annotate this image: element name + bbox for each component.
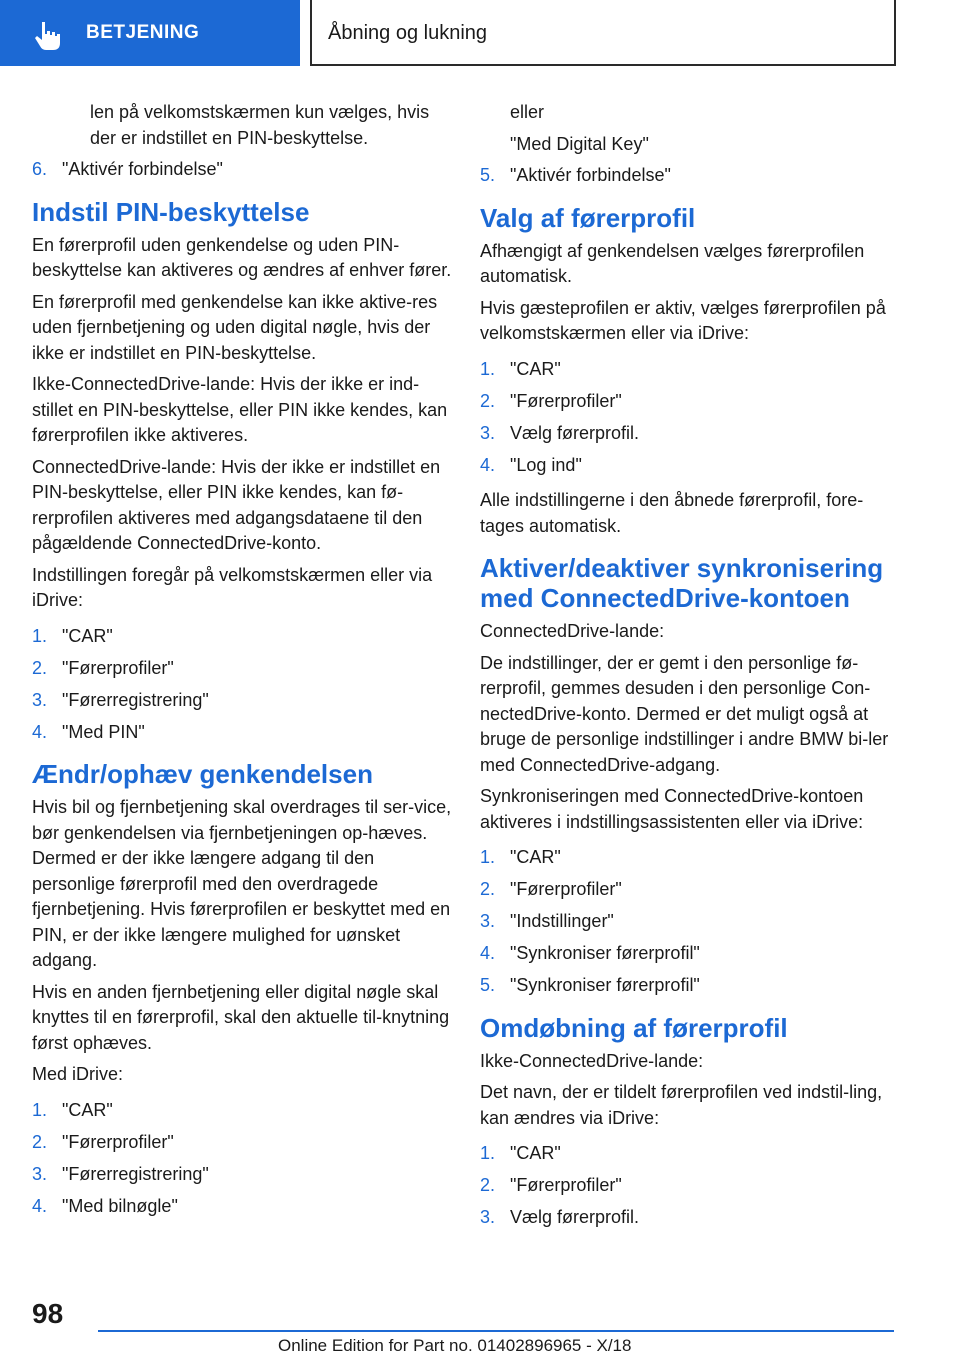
step-text: "CAR": [510, 847, 561, 867]
step-text: "Førerprofiler": [62, 1131, 174, 1152]
step-text: "Førerprofiler": [510, 390, 622, 411]
paragraph: En førerprofil uden genkendelse og uden PIN-beskyttelse kan aktiveres og ændres af enhver fører.: [32, 234, 452, 280]
step-number: 2.: [480, 390, 496, 411]
step-list-select: [480, 357, 900, 479]
list-item: [480, 909, 900, 935]
step-text: "Med bilnøgle": [62, 1195, 178, 1216]
list-item: [480, 973, 900, 999]
step-number: 3.: [480, 911, 496, 931]
step-text: "Førerprofiler": [62, 657, 174, 678]
step-number: 4.: [32, 721, 48, 742]
continuation-line: eller: [510, 102, 545, 122]
continuation-line: "Med Digital Key": [510, 133, 649, 154]
list-item: [480, 941, 900, 967]
touch-hand-icon: [30, 20, 64, 52]
step-list-intro: [32, 157, 452, 183]
step-list-rename: [480, 1141, 900, 1231]
step-text: Vælg førerprofil.: [510, 1207, 640, 1227]
section-tab: [0, 0, 300, 66]
step-text: Vælg førerprofil.: [510, 422, 640, 443]
paragraph: ConnectedDrive-lande:: [480, 621, 665, 641]
heading-rename: Omdøbning af førerprofil: [480, 1012, 788, 1043]
step-number: 2.: [32, 1131, 48, 1152]
step-number: 4.: [480, 943, 496, 963]
list-item: [32, 1162, 452, 1188]
list-item: [480, 453, 900, 479]
page-number: 98: [32, 1298, 64, 1329]
list-item: [480, 163, 900, 189]
intro-continuation: len på velkomstskærmen kun vælges, hvis der er indstillet en PIN-beskyttelse.: [90, 102, 430, 148]
list-item: [32, 1130, 452, 1156]
step-number: 2.: [480, 879, 496, 899]
footer-divider: [98, 1330, 894, 1332]
step-text: "Aktivér forbindelse": [62, 159, 223, 179]
step-text: "Synkroniser førerprofil": [510, 975, 700, 995]
step-list-continued: [480, 163, 900, 189]
paragraph: Hvis bil og fjernbetjening skal overdrages til ser-vice, bør genkendelsen via fjernbetjeningen op-hæves. Dermed er der ikke længere adgang til den personlige førerprofil med den overdragede fjernbetjening. Hvis førerprofilen er beskyttet med en PIN, er der ikke længere mulighed for uønsket adgang.: [32, 797, 452, 970]
paragraph: En førerprofil med genkendelse kan ikke aktive-res uden fjernbetjening og uden digital nøgle, hvis der ikke er indstillet en PIN-beskyttelse.: [32, 291, 438, 363]
step-text: "CAR": [510, 1143, 561, 1163]
paragraph: De indstillinger, der er gemt i den personlige fø-rerprofil, gemmes desuden i den personlige Con-nectedDrive-konto. Dermed er det muligt også at bruge de personlige indstillinger i andre BMW bi-ler med ConnectedDrive-adgang.: [480, 652, 889, 775]
paragraph: Hvis gæsteprofilen er aktiv, vælges førerprofilen på velkomstskærmen eller via iDrive:: [480, 297, 886, 343]
step-number: 3.: [480, 1207, 496, 1227]
step-text: "Indstillinger": [510, 911, 614, 931]
step-text: "Førerprofiler": [510, 879, 622, 899]
list-item: [480, 1205, 900, 1231]
step-text: "CAR": [62, 625, 113, 646]
left-column: [32, 100, 452, 1229]
paragraph: Alle indstillingerne i den åbnede førerprofil, fore-tages automatisk.: [480, 490, 864, 536]
step-text: "Førerprofiler": [510, 1175, 622, 1195]
paragraph: Hvis en anden fjernbetjening eller digital nøgle skal knyttes til en førerprofil, skal den aktuelle til-knytning først ophæves.: [32, 981, 450, 1053]
heading-select-profile: Valg af førerprofil: [480, 202, 696, 233]
heading-pin: Indstil PIN-beskyttelse: [32, 196, 310, 227]
step-number: 3.: [480, 422, 496, 443]
step-text: "CAR": [62, 1099, 113, 1120]
paragraph: Ikke-ConnectedDrive-lande:: [480, 1050, 704, 1071]
step-text: "Førerregistrering": [62, 689, 209, 710]
list-item: [480, 877, 900, 903]
step-number: 1.: [480, 847, 496, 867]
step-number: 1.: [32, 625, 48, 646]
list-item: [32, 688, 452, 714]
paragraph: Indstillingen foregår på velkomstskærmen eller via iDrive:: [32, 564, 433, 610]
list-item: [480, 1141, 900, 1167]
step-text: "Aktivér forbindelse": [510, 165, 671, 185]
list-item: [480, 421, 900, 447]
step-number: 4.: [480, 454, 496, 475]
step-number: 1.: [480, 358, 496, 379]
paragraph: Synkroniseringen med ConnectedDrive-kontoen aktiveres i indstillingsassistenten eller via iDrive:: [480, 786, 864, 832]
paragraph: Ikke-ConnectedDrive-lande: Hvis der ikke er ind-stillet en PIN-beskyttelse, eller PIN ikke kendes, kan førerprofilen ikke aktiveres.: [32, 374, 448, 445]
step-list-sync: [480, 845, 900, 999]
step-text: "Log ind": [510, 454, 582, 475]
step-text: "Synkroniser førerprofil": [510, 943, 700, 963]
list-item: [32, 157, 452, 183]
list-item: [32, 624, 452, 650]
right-column: [480, 100, 900, 1241]
heading-sync: Aktiver/deaktiver synkronisering med ConnectedDrive-kontoen: [480, 553, 884, 613]
step-list-change: [32, 1098, 452, 1220]
step-number: 3.: [32, 689, 48, 710]
step-number: 3.: [32, 1163, 48, 1184]
step-number: 1.: [32, 1099, 48, 1120]
chapter-box: [310, 0, 896, 66]
step-text: "Med PIN": [62, 721, 145, 742]
step-number: 6.: [32, 159, 48, 179]
list-item: [480, 389, 900, 415]
step-number: 5.: [480, 165, 496, 185]
step-list-pin: [32, 624, 452, 746]
heading-change-recognition: Ændr/ophæv genkendelsen: [32, 759, 373, 789]
paragraph: Det navn, der er tildelt førerprofilen ved indstil-ling, kan ændres via iDrive:: [480, 1082, 883, 1128]
list-item: [32, 720, 452, 746]
step-text: "CAR": [510, 358, 561, 379]
chapter-title: Åbning og lukning: [328, 22, 488, 44]
edition-footer: Online Edition for Part no. 01402896965 - X/18: [278, 1336, 632, 1355]
paragraph: Med iDrive:: [32, 1064, 124, 1084]
list-item: [480, 1173, 900, 1199]
list-item: [480, 357, 900, 383]
step-number: 4.: [32, 1195, 48, 1216]
step-number: 2.: [480, 1175, 496, 1195]
section-label: BETJENING: [86, 22, 200, 43]
list-item: [480, 845, 900, 871]
step-number: 1.: [480, 1143, 496, 1163]
paragraph: ConnectedDrive-lande: Hvis der ikke er indstillet en PIN-beskyttelse, eller PIN ikke kendes, kan fø-rerprofilen aktiveres med adgangsdataene til den pågældende ConnectedDrive-konto.: [32, 456, 441, 553]
list-item: [32, 656, 452, 682]
step-number: 2.: [32, 657, 48, 678]
step-number: 5.: [480, 975, 496, 995]
paragraph: Afhængigt af genkendelsen vælges førerprofilen automatisk.: [480, 240, 865, 286]
page-header: [0, 0, 960, 66]
step-text: "Førerregistrering": [62, 1163, 209, 1184]
list-item: [32, 1098, 452, 1124]
list-item: [32, 1194, 452, 1220]
